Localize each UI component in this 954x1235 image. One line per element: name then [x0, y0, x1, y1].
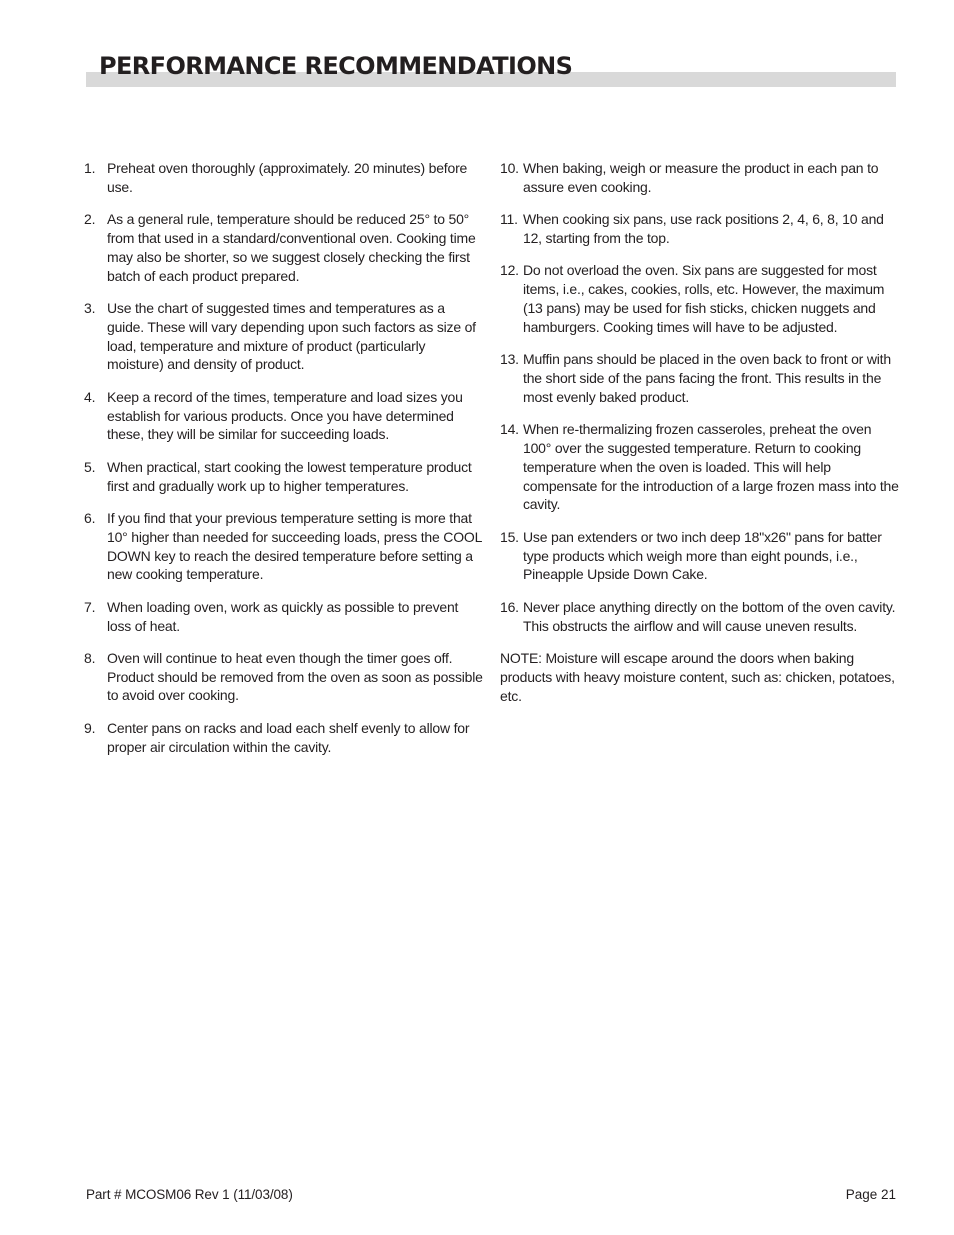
item-text: Muffin pans should be placed in the oven back to front or with the short side of the pans facing the front. This results in the most evenly baked product.	[523, 351, 891, 405]
page-number: Page 21	[845, 1187, 896, 1202]
page-title: PERFORMANCE RECOMMENDATIONS	[99, 52, 573, 80]
list-item	[500, 350, 902, 406]
item-number: 12.	[500, 262, 519, 279]
item-text: Oven will continue to heat even though the timer goes off. Product should be removed from the oven as soon as possible to avoid over cooking.	[107, 649, 483, 704]
list-item	[84, 210, 484, 285]
item-number: 13.	[500, 351, 519, 368]
list-item	[500, 261, 902, 336]
item-number: 9.	[84, 719, 96, 736]
left-column	[84, 159, 484, 770]
item-number: 14.	[500, 421, 519, 438]
item-number: 2.	[84, 211, 96, 228]
item-text: Preheat oven thoroughly (approximately. 20 minutes) before use.	[107, 160, 468, 195]
item-text: Center pans on racks and load each shelf evenly to allow for proper air circulation within the cavity.	[107, 719, 470, 755]
item-text: When re-thermalizing frozen casseroles, preheat the oven 100° over the suggested temperature. Return to cooking temperature when the oven is loaded. This will help compensate for the introduction of a large frozen mass into the cavity.	[523, 421, 899, 513]
item-text: Do not overload the oven. Six pans are suggested for most items, i.e., cakes, cookies, rolls, etc. However, the maximum (13 pans) may be used for fish sticks, chicken nuggets and hamburgers. Cooking times will have to be adjusted.	[523, 262, 885, 335]
item-text: When practical, start cooking the lowest temperature product first and gradually work up to higher temperatures.	[107, 458, 472, 494]
item-text: If you find that your previous temperature setting is more that 10° higher than needed for succeeding loads, press the COOL DOWN key to reach the desired temperature before setting a new cooking temperature.	[107, 509, 482, 583]
list-item	[84, 719, 484, 757]
part-number: Part # MCOSM06 Rev 1 (11/03/08)	[86, 1187, 293, 1202]
item-number: 1.	[84, 160, 96, 176]
item-number: 11.	[500, 211, 518, 228]
list-item	[84, 458, 484, 496]
list-item	[500, 420, 902, 514]
item-number: 15.	[500, 528, 519, 545]
item-number: 10.	[500, 160, 519, 176]
list-item	[84, 649, 484, 705]
item-number: 8.	[84, 649, 96, 666]
list-item	[84, 159, 484, 197]
item-text: Use pan extenders or two inch deep 18"x26" pans for batter type products which weigh more than eight pounds, i.e., Pineapple Upside Down Cake.	[523, 528, 882, 583]
list-item	[84, 299, 484, 374]
item-number: 6.	[84, 509, 96, 526]
item-text: When baking, weigh or measure the product in each pan to assure even cooking.	[523, 160, 879, 195]
item-number: 4.	[84, 388, 96, 405]
list-item	[500, 528, 902, 584]
list-item	[500, 159, 902, 197]
list-item	[84, 598, 484, 636]
item-text: When cooking six pans, use rack positions 2, 4, 6, 8, 10 and 12, starting from the top.	[523, 211, 884, 246]
item-number: 3.	[84, 299, 96, 316]
item-number: 5.	[84, 458, 96, 475]
list-item	[500, 598, 902, 636]
item-text: Keep a record of the times, temperature and load sizes you establish for various products. Once you have determined these, they will be similar for succeeding loads.	[107, 388, 463, 443]
right-column	[500, 159, 902, 720]
item-text: As a general rule, temperature should be reduced 25° to 50° from that used in a standard/conventional oven. Cooking time may also be shorter, so we suggest closely checking the first batch of each product prepared.	[107, 211, 476, 284]
list-item	[84, 509, 484, 584]
item-number: 7.	[84, 598, 96, 615]
note-paragraph: NOTE: Moisture will escape around the doors when baking products with heavy moisture content, such as: chicken, potatoes, etc.	[500, 650, 895, 704]
item-text: Use the chart of suggested times and temperatures as a guide. These will vary depending upon such factors as size of load, temperature and mixture of product (particularly moisture) and density of product.	[107, 299, 476, 373]
item-text: When loading oven, work as quickly as possible to prevent loss of heat.	[107, 598, 459, 634]
list-item	[500, 210, 902, 248]
item-number: 16.	[500, 598, 519, 615]
list-item	[84, 388, 484, 444]
item-text: Never place anything directly on the bottom of the oven cavity. This obstructs the airflow and will cause uneven results.	[523, 598, 896, 634]
